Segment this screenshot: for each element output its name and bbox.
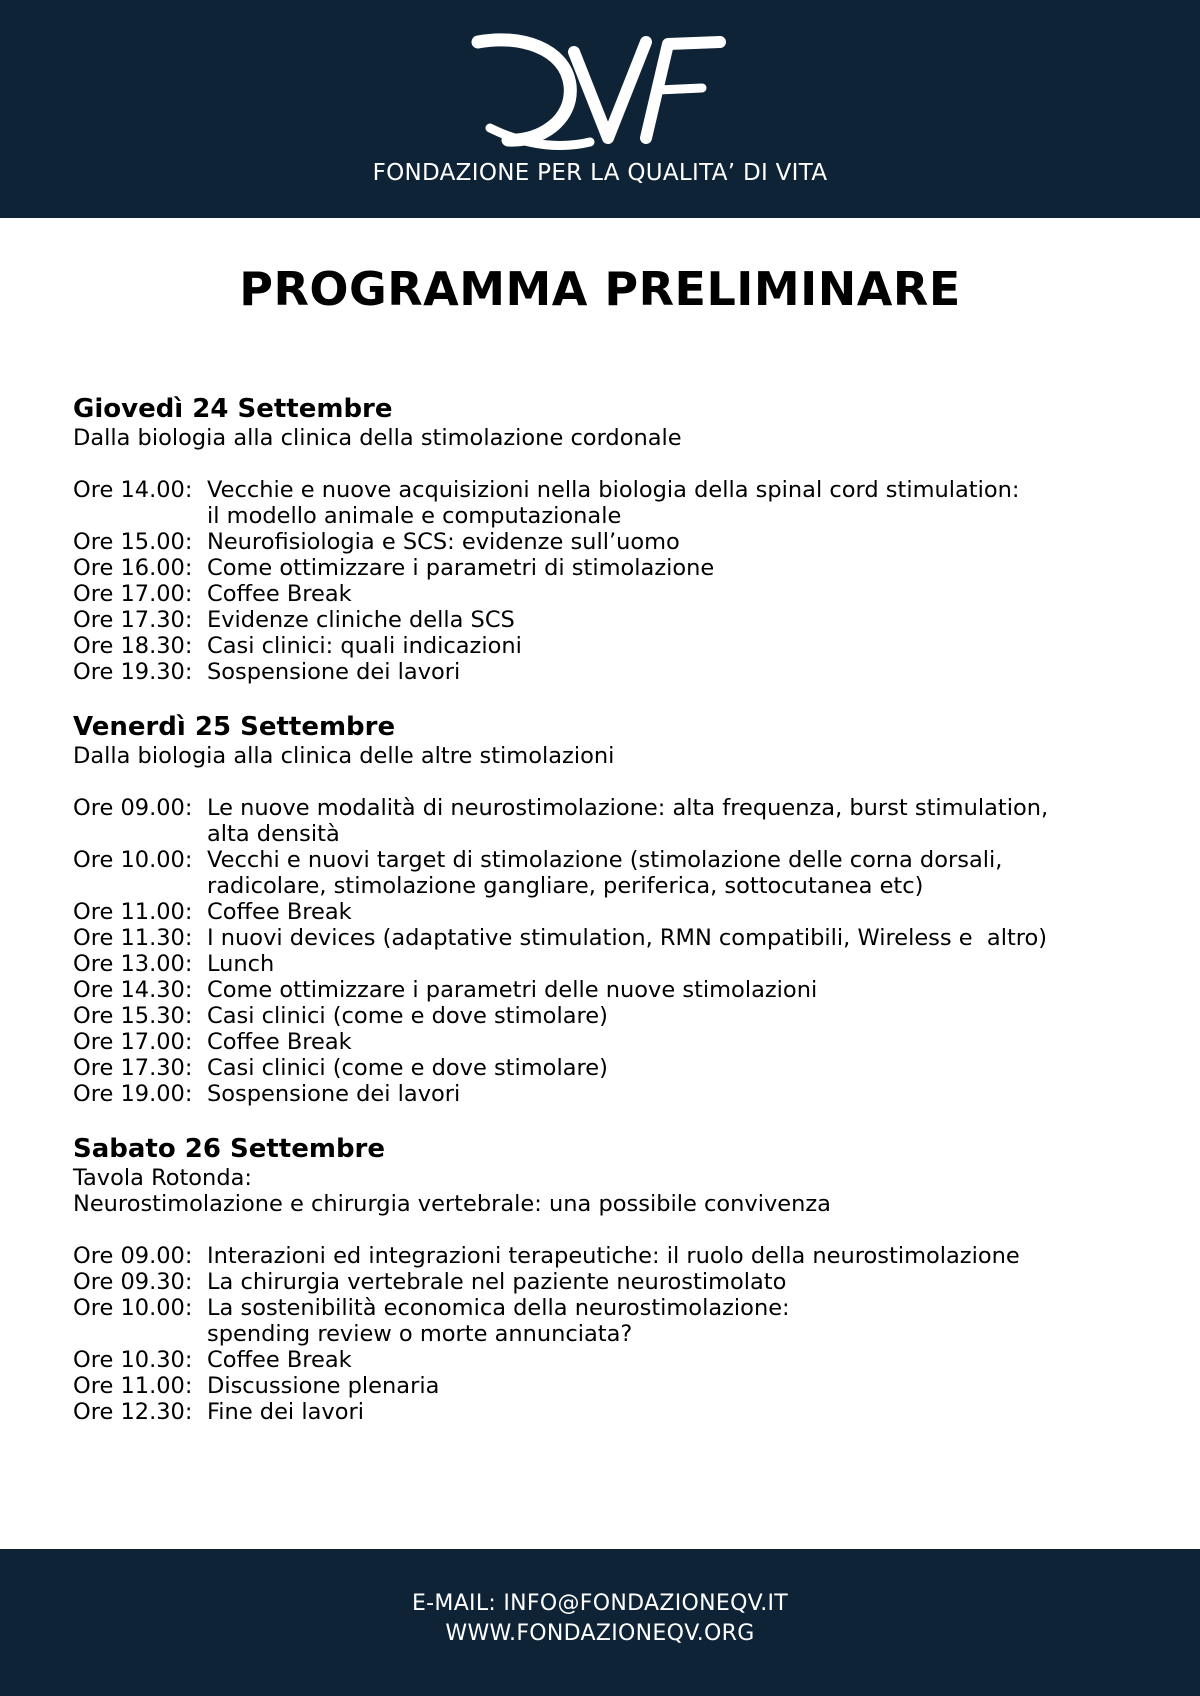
- footer-website[interactable]: WWW.FONDAZIONEQV.ORG: [445, 1621, 755, 1646]
- item-description-line: radicolare, stimolazione gangliare, periferica, sottocutanea etc): [207, 873, 924, 899]
- item-description: Come ottimizzare i parametri delle nuove stimolazioni: [207, 977, 818, 1003]
- item-description: Coffee Break: [207, 899, 352, 925]
- schedule-item: [73, 1399, 1133, 1425]
- page-title: PROGRAMMA PRELIMINARE: [239, 262, 961, 316]
- item-time: Ore 10.30:: [73, 1347, 193, 1373]
- item-time: Ore 09.30:: [73, 1269, 193, 1295]
- footer-email[interactable]: E-MAIL: INFO@FONDAZIONEQV.IT: [411, 1591, 789, 1616]
- item-time: Ore 16.00:: [73, 555, 193, 581]
- schedule-item: [73, 1295, 1133, 1347]
- day-schedule-list: [73, 795, 1133, 1107]
- day-schedule-list: [73, 1243, 1133, 1425]
- schedule-item: [73, 795, 1133, 847]
- schedule-item: [73, 1243, 1133, 1269]
- schedule-item: [73, 1003, 1133, 1029]
- schedule-item: [73, 555, 1133, 581]
- day-title: Venerdì 25 Settembre: [73, 712, 396, 742]
- item-description: I nuovi devices (adaptative stimulation, RMN compatibili, Wireless e altro): [207, 925, 1048, 951]
- schedule-item: [73, 1081, 1133, 1107]
- schedule-item: [73, 951, 1133, 977]
- item-time: Ore 13.00:: [73, 951, 193, 977]
- item-time: Ore 17.30:: [73, 607, 193, 633]
- item-time: Ore 15.00:: [73, 529, 193, 555]
- qvf-logo-icon: [470, 30, 730, 160]
- item-description-line: Vecchi e nuovi target di stimolazione (stimolazione delle corna dorsali,: [207, 847, 1003, 873]
- schedule-item: [73, 1373, 1133, 1399]
- item-time: Ore 17.00:: [73, 581, 193, 607]
- item-description: Casi clinici: quali indicazioni: [207, 633, 522, 659]
- schedule-item: [73, 607, 1133, 633]
- program-schedule: [73, 393, 1133, 1451]
- item-description: Casi clinici (come e dove stimolare): [207, 1055, 608, 1081]
- schedule-item: [73, 847, 1133, 899]
- item-time: Ore 12.30:: [73, 1399, 193, 1425]
- item-description: Lunch: [207, 951, 275, 977]
- day-section-thursday: [73, 393, 1133, 685]
- item-description: Coffee Break: [207, 1347, 352, 1373]
- day-subtitle: Dalla biologia alla clinica della stimolazione cordonale: [73, 425, 682, 451]
- item-description: [207, 847, 1133, 899]
- item-time: Ore 19.30:: [73, 659, 193, 685]
- footer-band: [0, 1549, 1200, 1696]
- item-description: La chirurgia vertebrale nel paziente neurostimolato: [207, 1269, 787, 1295]
- item-description: Interazioni ed integrazioni terapeutiche: il ruolo della neurostimolazione: [207, 1243, 1020, 1269]
- item-description: Casi clinici (come e dove stimolare): [207, 1003, 608, 1029]
- organization-name: FONDAZIONE PER LA QUALITA’ DI VITA: [372, 160, 828, 186]
- schedule-item: [73, 581, 1133, 607]
- item-description: Evidenze cliniche della SCS: [207, 607, 515, 633]
- item-time: Ore 11.00:: [73, 899, 193, 925]
- day-title: Giovedì 24 Settembre: [73, 394, 393, 424]
- schedule-item: [73, 1347, 1133, 1373]
- item-description: [207, 795, 1133, 847]
- day-schedule-list: [73, 477, 1133, 685]
- day-section-saturday: [73, 1133, 1133, 1425]
- item-description: Discussione plenaria: [207, 1373, 440, 1399]
- day-subtitle: Dalla biologia alla clinica delle altre stimolazioni: [73, 743, 615, 769]
- item-time: Ore 10.00:: [73, 1295, 193, 1321]
- item-description-line: il modello animale e computazionale: [207, 503, 622, 529]
- schedule-item: [73, 977, 1133, 1003]
- item-description-line: Le nuove modalità di neurostimolazione: alta frequenza, burst stimulation,: [207, 795, 1049, 821]
- item-time: Ore 17.00:: [73, 1029, 193, 1055]
- item-description: [207, 1295, 1133, 1347]
- day-section-friday: [73, 711, 1133, 1107]
- schedule-item: [73, 633, 1133, 659]
- schedule-item: [73, 925, 1133, 951]
- item-description-line: Vecchie e nuove acquisizioni nella biologia della spinal cord stimulation:: [207, 477, 1020, 503]
- schedule-item: [73, 477, 1133, 529]
- schedule-item: [73, 1269, 1133, 1295]
- item-description: [207, 477, 1133, 529]
- item-description: Sospensione dei lavori: [207, 1081, 461, 1107]
- item-time: Ore 19.00:: [73, 1081, 193, 1107]
- item-time: Ore 15.30:: [73, 1003, 193, 1029]
- day-subtitle: Neurostimolazione e chirurgia vertebrale: una possibile convivenza: [73, 1191, 831, 1217]
- schedule-item: [73, 899, 1133, 925]
- day-title: Sabato 26 Settembre: [73, 1134, 386, 1164]
- header-band: [0, 0, 1200, 218]
- schedule-item: [73, 659, 1133, 685]
- schedule-item: [73, 529, 1133, 555]
- item-time: Ore 09.00:: [73, 795, 193, 821]
- item-description: Come ottimizzare i parametri di stimolazione: [207, 555, 715, 581]
- item-description: Neurofisiologia e SCS: evidenze sull’uomo: [207, 529, 680, 555]
- schedule-item: [73, 1055, 1133, 1081]
- item-time: Ore 10.00:: [73, 847, 193, 873]
- item-description-line: La sostenibilità economica della neurostimolazione:: [207, 1295, 790, 1321]
- item-time: Ore 18.30:: [73, 633, 193, 659]
- item-time: Ore 11.00:: [73, 1373, 193, 1399]
- item-description: Fine dei lavori: [207, 1399, 364, 1425]
- item-description-line: alta densità: [207, 821, 340, 847]
- item-time: Ore 14.00:: [73, 477, 193, 503]
- item-time: Ore 17.30:: [73, 1055, 193, 1081]
- item-description: Coffee Break: [207, 1029, 352, 1055]
- item-description: Coffee Break: [207, 581, 352, 607]
- day-subtitle: Tavola Rotonda:: [73, 1165, 252, 1191]
- item-time: Ore 14.30:: [73, 977, 193, 1003]
- schedule-item: [73, 1029, 1133, 1055]
- item-description: Sospensione dei lavori: [207, 659, 461, 685]
- item-description-line: spending review o morte annunciata?: [207, 1321, 633, 1347]
- item-time: Ore 09.00:: [73, 1243, 193, 1269]
- item-time: Ore 11.30:: [73, 925, 193, 951]
